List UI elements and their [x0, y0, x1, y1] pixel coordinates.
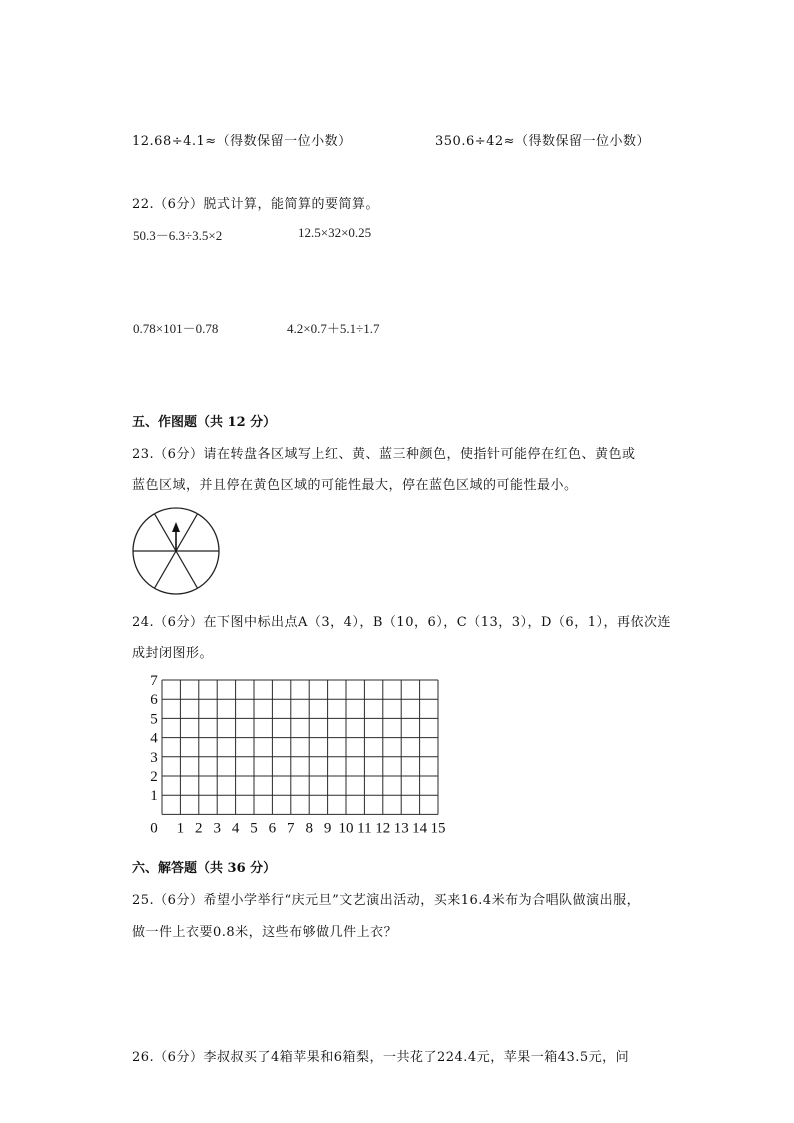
x-axis-label: 0 — [150, 820, 158, 837]
x-axis-label: 12 — [375, 820, 391, 837]
x-axis-label: 3 — [213, 820, 221, 837]
y-axis-label: 3 — [150, 749, 158, 766]
y-axis-label: 6 — [150, 692, 158, 709]
x-axis-label: 9 — [323, 820, 332, 837]
x-axis-label: 1 — [176, 820, 185, 837]
q23-line-2: 蓝色区域，并且停在黄色区域的可能性最大，停在蓝色区域的可能性最小。 — [132, 478, 578, 493]
y-axis-label: 5 — [150, 711, 158, 728]
y-axis-label: 4 — [150, 730, 158, 747]
q22-title: 22.（6分）脱式计算，能简算的要简算。 — [132, 197, 379, 212]
spinner-diagram — [128, 505, 224, 599]
q25-line-1: 25.（6分）希望小学举行“庆元旦”文艺演出活动，买来16.4米布为合唱队做演出服， — [132, 893, 641, 908]
q26-line-1: 26.（6分）李叔叔买了4箱苹果和6箱梨，一共花了224.4元，苹果一箱43.5元，问 — [132, 1050, 630, 1065]
q21-expression-left: 12.68÷4.1≈（得数保留一位小数） — [132, 134, 352, 149]
coordinate-grid — [140, 670, 460, 840]
q21-expression-right: 350.6÷42≈（得数保留一位小数） — [435, 134, 651, 149]
x-axis-labels — [150, 820, 445, 836]
section-5-heading: 五、作图题（共 12 分） — [132, 415, 277, 430]
x-axis-label: 10 — [338, 820, 354, 837]
y-axis-labels — [150, 673, 158, 804]
q24-line-1: 24.（6分）在下图中标出点A（3，4），B（10，6），C（13，3），D（6，1），再依次连 — [132, 615, 671, 630]
x-axis-label: 2 — [195, 820, 203, 837]
x-axis-label: 4 — [231, 820, 240, 837]
q24-line-2: 成封闭图形。 — [132, 646, 214, 661]
x-axis-label: 7 — [287, 820, 295, 837]
x-axis-label: 8 — [305, 820, 313, 837]
pointer-arrowhead-icon — [172, 522, 180, 532]
x-axis-label: 15 — [430, 820, 446, 837]
x-axis-label: 11 — [357, 820, 372, 837]
x-axis-label: 6 — [268, 820, 277, 837]
q22-expression-3: 0.78×101－0.78 — [133, 321, 219, 336]
section-6-heading: 六、解答题（共 36 分） — [132, 861, 277, 876]
q25-line-2: 做一件上衣要0.8米，这些布够做几件上衣？ — [132, 925, 398, 940]
q23-line-1: 23.（6分）请在转盘各区域写上红、黄、蓝三种颜色，使指针可能停在红色、黄色或 — [132, 447, 636, 462]
grid-lines — [162, 680, 438, 814]
x-axis-label: 13 — [393, 820, 409, 837]
y-axis-label: 1 — [150, 788, 158, 805]
q22-expression-4: 4.2×0.7＋5.1÷1.7 — [287, 321, 380, 336]
x-axis-label: 14 — [412, 820, 428, 837]
x-axis-label: 5 — [250, 820, 258, 837]
y-axis-label: 7 — [150, 673, 158, 689]
y-axis-label: 2 — [150, 769, 158, 785]
q22-expression-2: 12.5×32×0.25 — [298, 225, 372, 240]
q22-expression-1: 50.3－6.3÷3.5×2 — [133, 228, 223, 243]
